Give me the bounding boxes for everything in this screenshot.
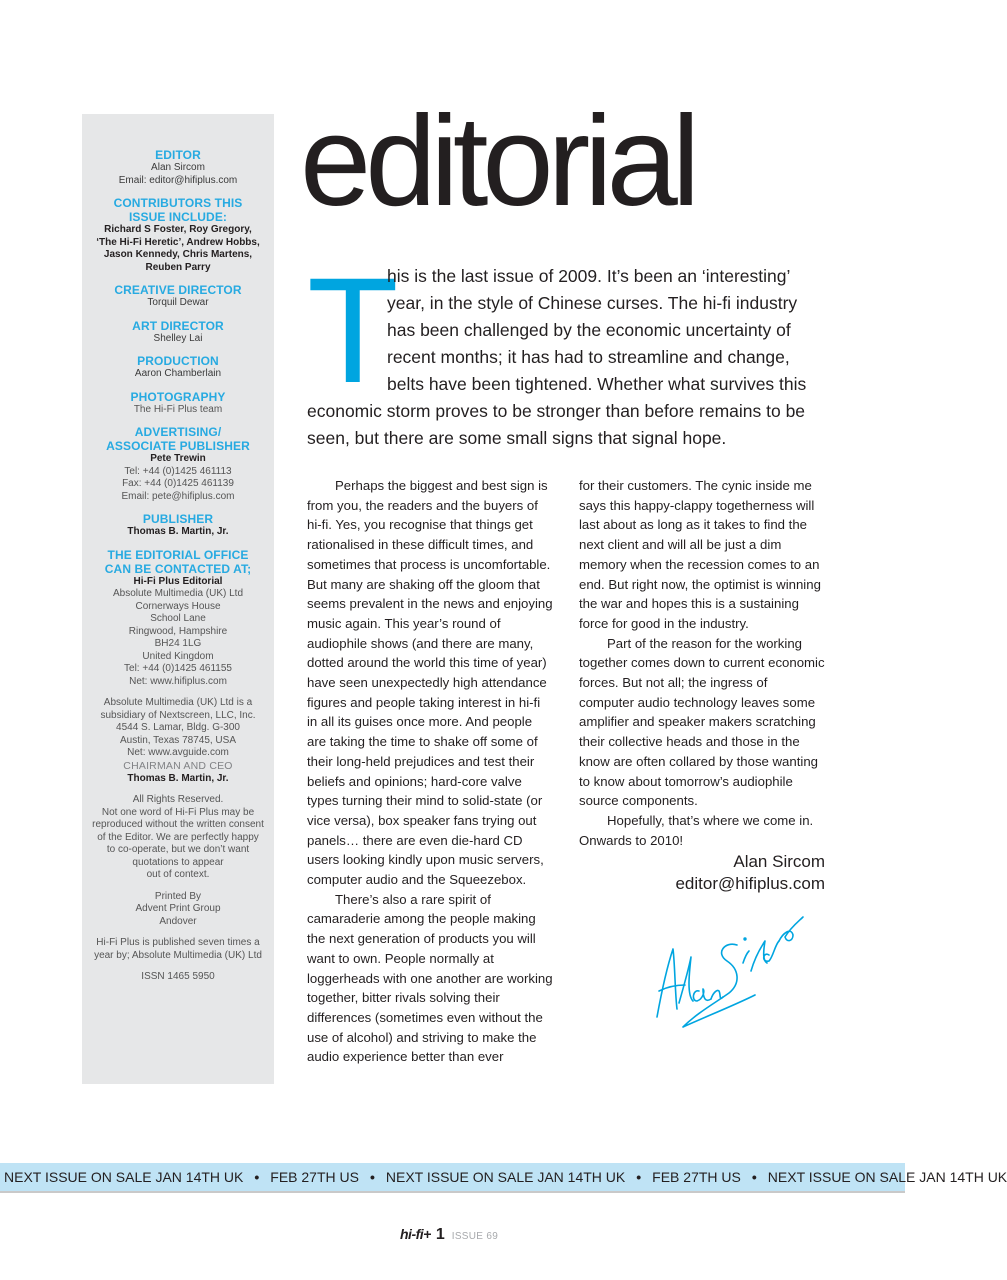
publisher-name: Thomas B. Martin, Jr. bbox=[127, 526, 229, 537]
advertising-heading: ADVERTISING/ bbox=[134, 425, 222, 439]
advertising-fax: Fax: +44 (0)1425 461139 bbox=[122, 478, 234, 489]
rights-line: of the Editor. We are perfectly happy bbox=[97, 831, 259, 843]
banner-segment: NEXT ISSUE ON SALE JAN 14TH UK bbox=[767, 1169, 1007, 1185]
author-name: Alan Sircom bbox=[733, 852, 825, 872]
body-paragraph: There’s also a rare spirit of camaraderie among the people making the next generation of products you will want to own. People normally at loggerheads with one another are working together, bitter rivals solving their differences (sometimes even without the use of alcohol) and striving to make the audio experience better than ever bbox=[307, 891, 553, 1065]
body-paragraph: Perhaps the biggest and best sign is from you, the readers and the buyers of hi-fi. Yes, you recognise that things get rationalised in these difficult times, and sometimes that process is uncomfortable. But many are shaking off the gloom that seems prevalent in the news and enjoying music again. This year’s round of audiophile shows (and there are many, dotted around the world this time of year) have seen unexpectedly high attendance figures and people taking interest in hi-fi in all its guises once more. And people are taking the time to shake off some of their long-held prejudices and test their beliefs and opinions; hard-core valve types turning their mind to solid-state (or vice versa), box speaker fans trying out panels… there are even die-hard CD users looking kindly upon music servers, computer audio and the Squeezebox. bbox=[307, 478, 553, 888]
advertising-tel: Tel: +44 (0)1425 461113 bbox=[124, 465, 232, 477]
contributors-block bbox=[82, 196, 274, 274]
publisher-heading: PUBLISHER bbox=[142, 512, 214, 526]
photography-name: The Hi-Fi Plus team bbox=[133, 403, 223, 415]
rights-block bbox=[82, 794, 274, 882]
office-line: School Lane bbox=[150, 613, 206, 624]
intro-paragraph bbox=[307, 246, 817, 452]
banner-bullet: • bbox=[254, 1169, 260, 1185]
issue-number: ISSUE 69 bbox=[451, 1231, 499, 1242]
production-name: Aaron Chamberlain bbox=[134, 368, 222, 379]
production-heading: PRODUCTION bbox=[137, 354, 219, 368]
advertising-name: Pete Trewin bbox=[150, 453, 206, 464]
office-block bbox=[82, 548, 274, 689]
publication-line: Hi-Fi Plus is published seven times a bbox=[96, 937, 260, 948]
banner-segment: FEB 27TH US bbox=[270, 1169, 359, 1185]
contributor-line: Reuben Parry bbox=[145, 261, 211, 273]
rights-line: out of context. bbox=[146, 869, 210, 880]
art-heading: ART DIRECTOR bbox=[132, 318, 224, 333]
office-line: Absolute Multimedia (UK) Ltd bbox=[112, 588, 244, 599]
subsidiary-block bbox=[82, 697, 274, 785]
subsidiary-line: Austin, Texas 78745, USA bbox=[120, 734, 236, 746]
printer-line: Andover bbox=[159, 915, 197, 927]
banner-segment: FEB 27TH US bbox=[652, 1169, 741, 1185]
printer-line: Printed By bbox=[154, 890, 202, 902]
rights-line: quotations to appear bbox=[132, 856, 224, 868]
production-block bbox=[82, 354, 274, 381]
body-column-right bbox=[579, 476, 825, 894]
office-heading-2: CAN BE CONTACTED AT; bbox=[104, 561, 252, 576]
editor-email: Email: editor@hifiplus.com bbox=[118, 174, 238, 186]
issn-block bbox=[82, 971, 274, 984]
banner-bullet: • bbox=[751, 1169, 757, 1185]
signature-image bbox=[645, 905, 805, 1035]
body-paragraph: for their customers. The cynic inside me says this happy-clappy togetherness will last about as long as it takes to find the next client and will all be just a dim memory when the recession comes to an end. But right now, the optimist is winning the war and hopes this is a sustaining force for good in the industry. bbox=[579, 478, 821, 631]
subsidiary-line: subsidiary of Nextscreen, LLC, Inc. bbox=[100, 709, 256, 721]
advertising-heading-2: ASSOCIATE PUBLISHER bbox=[106, 439, 250, 453]
contributor-line: Jason Kennedy, Chris Martens, bbox=[103, 249, 253, 260]
issn: ISSN 1465 5950 bbox=[141, 971, 215, 982]
advertising-email: Email: pete@hifiplus.com bbox=[121, 490, 235, 502]
office-line: United Kingdom bbox=[142, 650, 214, 662]
office-name: Hi-Fi Plus Editorial bbox=[133, 575, 223, 587]
publisher-block bbox=[82, 512, 274, 539]
page-footer bbox=[400, 1226, 498, 1246]
subsidiary-line: 4544 S. Lamar, Bldg. G-300 bbox=[116, 722, 240, 733]
contributor-line: Richard S Foster, Roy Gregory, bbox=[104, 224, 252, 235]
contributor-line: ‘The Hi-Fi Heretic’, Andrew Hobbs, bbox=[96, 236, 260, 248]
body-paragraph: Hopefully, that’s where we come in. Onwards to 2010! bbox=[579, 812, 814, 848]
art-name: Shelley Lai bbox=[153, 332, 203, 344]
banner-text bbox=[0, 1163, 1007, 1191]
creative-heading: CREATIVE DIRECTOR bbox=[114, 283, 242, 297]
banner-segment: NEXT ISSUE ON SALE JAN 14TH UK bbox=[385, 1169, 626, 1185]
office-line: Net: www.hifiplus.com bbox=[129, 675, 227, 687]
art-block bbox=[82, 319, 274, 346]
creative-block bbox=[82, 283, 274, 310]
editor-name: Alan Sircom bbox=[151, 162, 205, 173]
printer-line: Advent Print Group bbox=[135, 903, 221, 914]
banner-bullet: • bbox=[636, 1169, 642, 1185]
page-title: editorial bbox=[300, 90, 695, 233]
banner-segment: NEXT ISSUE ON SALE JAN 14TH UK bbox=[4, 1169, 244, 1185]
rights-line: All Rights Reserved. bbox=[132, 794, 224, 805]
next-issue-banner bbox=[0, 1163, 1007, 1191]
advertising-block bbox=[82, 425, 274, 503]
office-line: Cornerways House bbox=[135, 600, 221, 612]
subsidiary-line: Absolute Multimedia (UK) Ltd is a bbox=[103, 697, 253, 708]
subsidiary-line: Net: www.avguide.com bbox=[127, 747, 229, 758]
body-column-left bbox=[307, 476, 553, 1067]
publication-block bbox=[82, 937, 274, 962]
masthead-sidebar bbox=[82, 114, 274, 1084]
editor-heading: EDITOR bbox=[155, 148, 201, 162]
office-line: Ringwood, Hampshire bbox=[128, 625, 228, 637]
rights-line: to co-operate, but we don’t want bbox=[106, 844, 250, 855]
publication-line: year by; Absolute Multimedia (UK) Ltd bbox=[94, 949, 262, 961]
office-heading: THE EDITORIAL OFFICE bbox=[107, 547, 249, 562]
editor-block bbox=[82, 148, 274, 187]
page-number: 1 bbox=[435, 1226, 445, 1243]
ceo-label: CHAIRMAN AND CEO bbox=[123, 759, 233, 772]
ceo-name: Thomas B. Martin, Jr. bbox=[127, 772, 229, 784]
printer-block bbox=[82, 891, 274, 929]
contributors-heading: CONTRIBUTORS THIS bbox=[113, 196, 243, 210]
author-email[interactable]: editor@hifiplus.com bbox=[675, 874, 825, 894]
creative-name: Torquil Dewar bbox=[147, 297, 209, 308]
rights-line: reproduced without the written consent bbox=[92, 819, 264, 830]
office-line: Tel: +44 (0)1425 461155 bbox=[124, 663, 232, 674]
intro-text: his is the last issue of 2009. It’s been an ‘interesting’ year, in the style of Chinese curses. The hi-fi industry has been challenged by the economic uncertainty of recent months; it has had to streamline and change, belts have been tightened. Whether what survives this economic storm proves to be stronger than before remains to be seen, but there are some small signs that signal hope. bbox=[307, 266, 807, 448]
rights-line: Not one word of Hi-Fi Plus may be bbox=[101, 806, 255, 818]
photography-block bbox=[82, 390, 274, 417]
contributors-heading-2: ISSUE INCLUDE: bbox=[128, 210, 228, 224]
body-paragraph: Part of the reason for the working together comes down to current economic forces. But not all; the ingress of computer audio technology leaves some amplifier and speaker makers scratching their collective heads and those in the know are often collared by those wanting to know about tomorrow’s audiophile source components. bbox=[579, 635, 825, 809]
office-line: BH24 1LG bbox=[154, 638, 202, 649]
drop-cap: T bbox=[307, 246, 399, 414]
banner-bullet: • bbox=[369, 1169, 375, 1185]
magazine-logo: hi-fi+ bbox=[400, 1226, 431, 1242]
photography-heading: PHOTOGRAPHY bbox=[130, 389, 226, 404]
